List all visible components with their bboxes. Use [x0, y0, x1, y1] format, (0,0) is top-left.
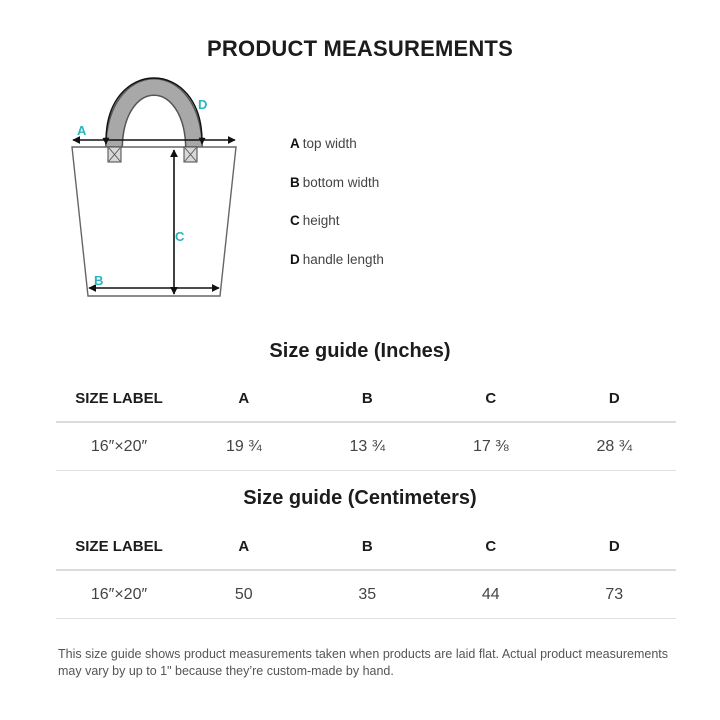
cell-a: 19 ¾: [182, 422, 306, 471]
cell-b: 13 ¾: [306, 422, 430, 471]
header-size-label: SIZE LABEL: [56, 523, 182, 570]
cell-size-label: 16″×20″: [56, 570, 182, 619]
header-c: C: [429, 523, 553, 570]
header-c: C: [429, 375, 553, 422]
cell-a: 50: [182, 570, 306, 619]
label-c: C: [175, 229, 185, 244]
header-a: A: [182, 523, 306, 570]
cell-d: 73: [553, 570, 677, 619]
tote-bag-diagram: [60, 72, 260, 312]
table-row: [56, 570, 676, 619]
measurement-legend: [290, 136, 384, 290]
table-header-row: [56, 523, 676, 570]
table-row: [56, 422, 676, 471]
table-header-row: [56, 375, 676, 422]
header-size-label: SIZE LABEL: [56, 375, 182, 422]
cm-size-table: [56, 523, 676, 619]
cell-b: 35: [306, 570, 430, 619]
cm-section-title: Size guide (Centimeters): [243, 487, 477, 509]
label-a: A: [77, 123, 87, 138]
header-d: D: [553, 375, 677, 422]
cell-c: 44: [429, 570, 553, 619]
header-d: D: [553, 523, 677, 570]
label-d: D: [198, 97, 208, 112]
legend-item-a: A top width: [290, 136, 357, 151]
cell-d: 28 ¾: [553, 422, 677, 471]
label-b: B: [94, 273, 104, 288]
header-a: A: [182, 375, 306, 422]
header-b: B: [306, 523, 430, 570]
disclaimer-note: This size guide shows product measurements taken when products are laid flat. Actual product measurements may vary by up to 1" because they’re custom-made by hand.: [58, 647, 668, 678]
cell-size-label: 16″×20″: [56, 422, 182, 471]
legend-item-c: C height: [290, 213, 340, 228]
cell-c: 17 ⅜: [429, 422, 553, 471]
inches-size-table: [56, 375, 676, 471]
inches-section-title: Size guide (Inches): [269, 340, 451, 362]
header-b: B: [306, 375, 430, 422]
legend-item-d: D handle length: [290, 251, 384, 267]
legend-item-b: B bottom width: [290, 174, 380, 190]
page-title: PRODUCT MEASUREMENTS: [207, 36, 513, 61]
